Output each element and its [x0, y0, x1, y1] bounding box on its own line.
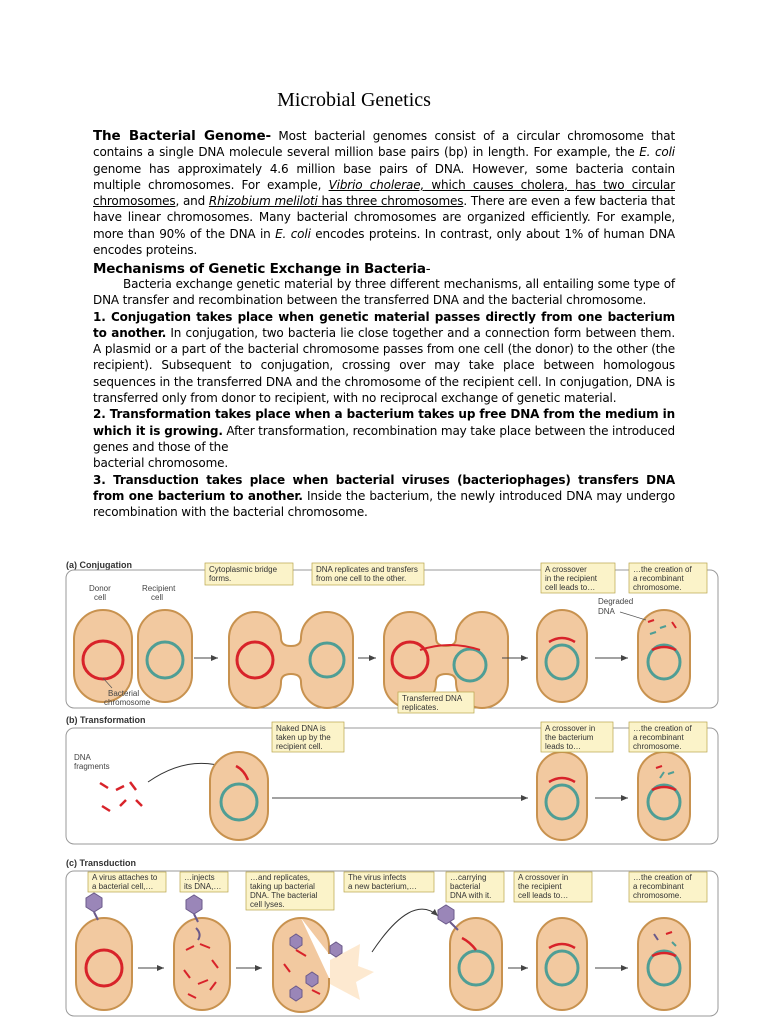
mechanisms-heading	[93, 261, 430, 277]
callout-infects-text: The virus infects	[348, 873, 407, 882]
panel-c-frame	[66, 871, 718, 1016]
callout-replicates-text-3: DNA. The bacterial	[250, 891, 318, 900]
transduction-item	[93, 472, 675, 521]
transformation-definition: 2. Transformation takes place when a bacterium takes up free DNA from the medium in which it is growing.	[93, 407, 675, 438]
callout-transferred-text: Transferred DNA	[402, 694, 463, 703]
callout-recombinant-text: …the creation of	[633, 565, 692, 574]
callout-crossover-text-2: in the recipient	[545, 574, 598, 583]
recombinant-cell	[638, 918, 690, 1010]
recombinant-cell	[638, 752, 690, 840]
phage-icon	[86, 893, 102, 920]
callout-recombinant-text-2: a recombinant	[633, 574, 684, 583]
panel-transformation	[66, 715, 718, 844]
callout-carrying-text-3: DNA with it.	[450, 891, 492, 900]
transduction-definition-cont: bacterial viruses (bacteriophages) transfers DNA from one bacterium to another.	[93, 472, 676, 503]
degraded-label: Degraded	[598, 597, 634, 606]
fragments-label-2: fragments	[74, 762, 110, 771]
text-run: genome has approximately 4.6 million base pairs of DNA. However, some bacteria contain multiple chromosomes. For example,	[93, 161, 675, 192]
text-run: . There are even a few bacteria that have linear chromosomes. Many bacterial chromosomes are organized efficiently. For example, more than 90% of the DNA in	[93, 194, 676, 241]
species-rhizobium: Rhizobium meliloti	[208, 194, 318, 209]
text-run: Most bacterial genomes consist of a circular chromosome that contains a single DNA molecule several million base pairs (bp) in length. For example, the	[93, 129, 675, 160]
callout-carrying-text: …carrying	[450, 873, 487, 882]
recipient-cell-crossover	[537, 610, 587, 702]
mechanisms-intro: Bacteria exchange genetic material by three different mechanisms, all entailing some type of DNA transfer and recombination between the transferred DNA and the bacterial chromosome.	[93, 277, 675, 308]
panel-b-frame	[66, 728, 718, 844]
callout-replicates-text: DNA replicates and transfers	[316, 565, 418, 574]
fragments-label: DNA	[74, 753, 91, 762]
text-run: Inside the bacterium, the newly introduced DNA may undergo recombination with the bacterial chromosome.	[93, 488, 676, 520]
callout-crossover-text: A crossover in	[518, 873, 569, 882]
callout-bridge-text-2: forms.	[209, 574, 232, 583]
callout-bridge-text: Cytoplasmic bridge	[209, 565, 278, 574]
text-run: which causes cholera, has two circular chromosomes	[93, 177, 675, 209]
callout-recombinant-text-2: a recombinant	[633, 733, 684, 742]
degraded-leader	[620, 612, 646, 620]
callout-recombinant-text-3: chromosome.	[633, 891, 682, 900]
bridged-cells	[229, 612, 353, 708]
crossover-cell	[537, 918, 587, 1010]
transduction-definition: 3. Transduction takes place when	[93, 472, 336, 487]
callout-recombinant-text-3: chromosome.	[633, 742, 682, 751]
callout-naked-text-2: taken up by the	[276, 733, 331, 742]
callout-virus-text-2: a bacterial cell,…	[92, 882, 154, 891]
text-run: encodes proteins. In contrast, only about 1% of human DNA encodes proteins.	[93, 226, 675, 258]
panel-b-label: (b) Transformation	[66, 715, 146, 725]
callout-naked-text-3: recipient cell.	[276, 742, 323, 751]
page-title: Microbial Genetics	[277, 89, 431, 111]
infected-cell	[174, 918, 230, 1010]
text-run: , and	[175, 194, 209, 209]
callout-naked-text: Naked DNA is	[276, 724, 326, 733]
mechanisms-heading-text: Mechanisms of Genetic Exchange in Bacteria	[93, 261, 426, 277]
transformation-item	[93, 406, 675, 455]
text-run: In conjugation, two bacteria lie close together and a connection form between them. A plasmid or a part of the bacterial chromosome passes from one cell (the donor) to the other (the recipient). Subsequent to conjugation, crossing over may take place between homologous sequences in the transferred DNA and the chromosome of the recipient cell. In conjugation, DNA is transferred only from donor to recipient, with no reciprocal exchange of genetic material.	[93, 325, 676, 406]
text-run: has three chromosomes	[317, 194, 464, 209]
panel-a-label: (a) Conjugation	[66, 560, 132, 570]
panel-c-label: (c) Transduction	[66, 858, 137, 868]
panel-conjugation	[66, 560, 718, 713]
transformed-cell	[210, 752, 268, 840]
recipient-label-2: cell	[151, 593, 164, 602]
donor-label-2: cell	[94, 593, 107, 602]
callout-inject-text-2: its DNA,…	[184, 882, 222, 891]
conjugation-definition: 1. Conjugation takes place when genetic material passes directly from one bacterium to another.	[93, 309, 675, 340]
species-ecoli: E. coli	[639, 145, 675, 160]
callout-replicates-text: …and replicates,	[250, 873, 311, 882]
bacterial-genome-lead: The Bacterial Genome-	[93, 128, 271, 144]
phage-icon	[438, 905, 458, 930]
callout-recombinant-text: …the creation of	[633, 724, 692, 733]
text-run: After transformation, recombination may take place between the introduced genes and those of the	[93, 423, 675, 454]
conjugation-item	[93, 309, 675, 407]
callout-crossover-text: A crossover in	[545, 724, 596, 733]
recombinant-cell	[638, 610, 690, 702]
callout-crossover-text: A crossover	[545, 565, 587, 574]
species-vibrio: Vibrio cholerae,	[328, 177, 425, 192]
dna-fragments	[100, 782, 142, 811]
degraded-label-2: DNA	[598, 607, 615, 616]
callout-replicates-text-4: cell lyses.	[250, 900, 285, 909]
callout-infects-text-2: a new bacterium,…	[348, 882, 417, 891]
callout-replicates-text-2: taking up bacterial	[250, 882, 315, 891]
callout-crossover-text-3: leads to…	[545, 742, 582, 751]
chromosome-label-2: chromosome	[104, 698, 151, 707]
genetic-exchange-figure	[0, 550, 768, 1024]
transformation-item-tail: bacterial chromosome.	[93, 456, 229, 471]
callout-virus-text: A virus attaches to	[92, 873, 158, 882]
new-host-cell	[450, 918, 502, 1010]
mechanisms-paragraph	[93, 276, 675, 520]
heading-dash: -	[425, 261, 431, 277]
callout-transferred-text-2: replicates.	[402, 703, 439, 712]
species-ecoli: E. coli	[275, 226, 311, 241]
callout-inject-text: …injects	[184, 873, 215, 882]
callout-recombinant-text-3: chromosome.	[633, 583, 682, 592]
callout-carrying-text-2: bacterial	[450, 882, 481, 891]
callout-replicates-text-2: from one cell to the other.	[316, 574, 407, 583]
host-cell	[76, 918, 132, 1010]
crossover-cell	[537, 752, 587, 840]
callout-crossover-text-3: cell leads to…	[545, 583, 596, 592]
donor-label: Donor	[89, 584, 111, 593]
callout-recombinant-text: …the creation of	[633, 873, 692, 882]
bacterial-genome-paragraph	[93, 128, 675, 258]
callout-recombinant-text-2: a recombinant	[633, 882, 684, 891]
panel-transduction	[66, 858, 718, 1016]
callout-crossover-text-2: the recipient	[518, 882, 562, 891]
callout-crossover-text-3: cell leads to…	[518, 891, 569, 900]
chromosome-label: Bacterial	[108, 689, 140, 698]
recipient-label: Recipient	[142, 584, 176, 593]
callout-crossover-text-2: the bacterium	[545, 733, 594, 742]
infection-arrow	[372, 909, 438, 952]
